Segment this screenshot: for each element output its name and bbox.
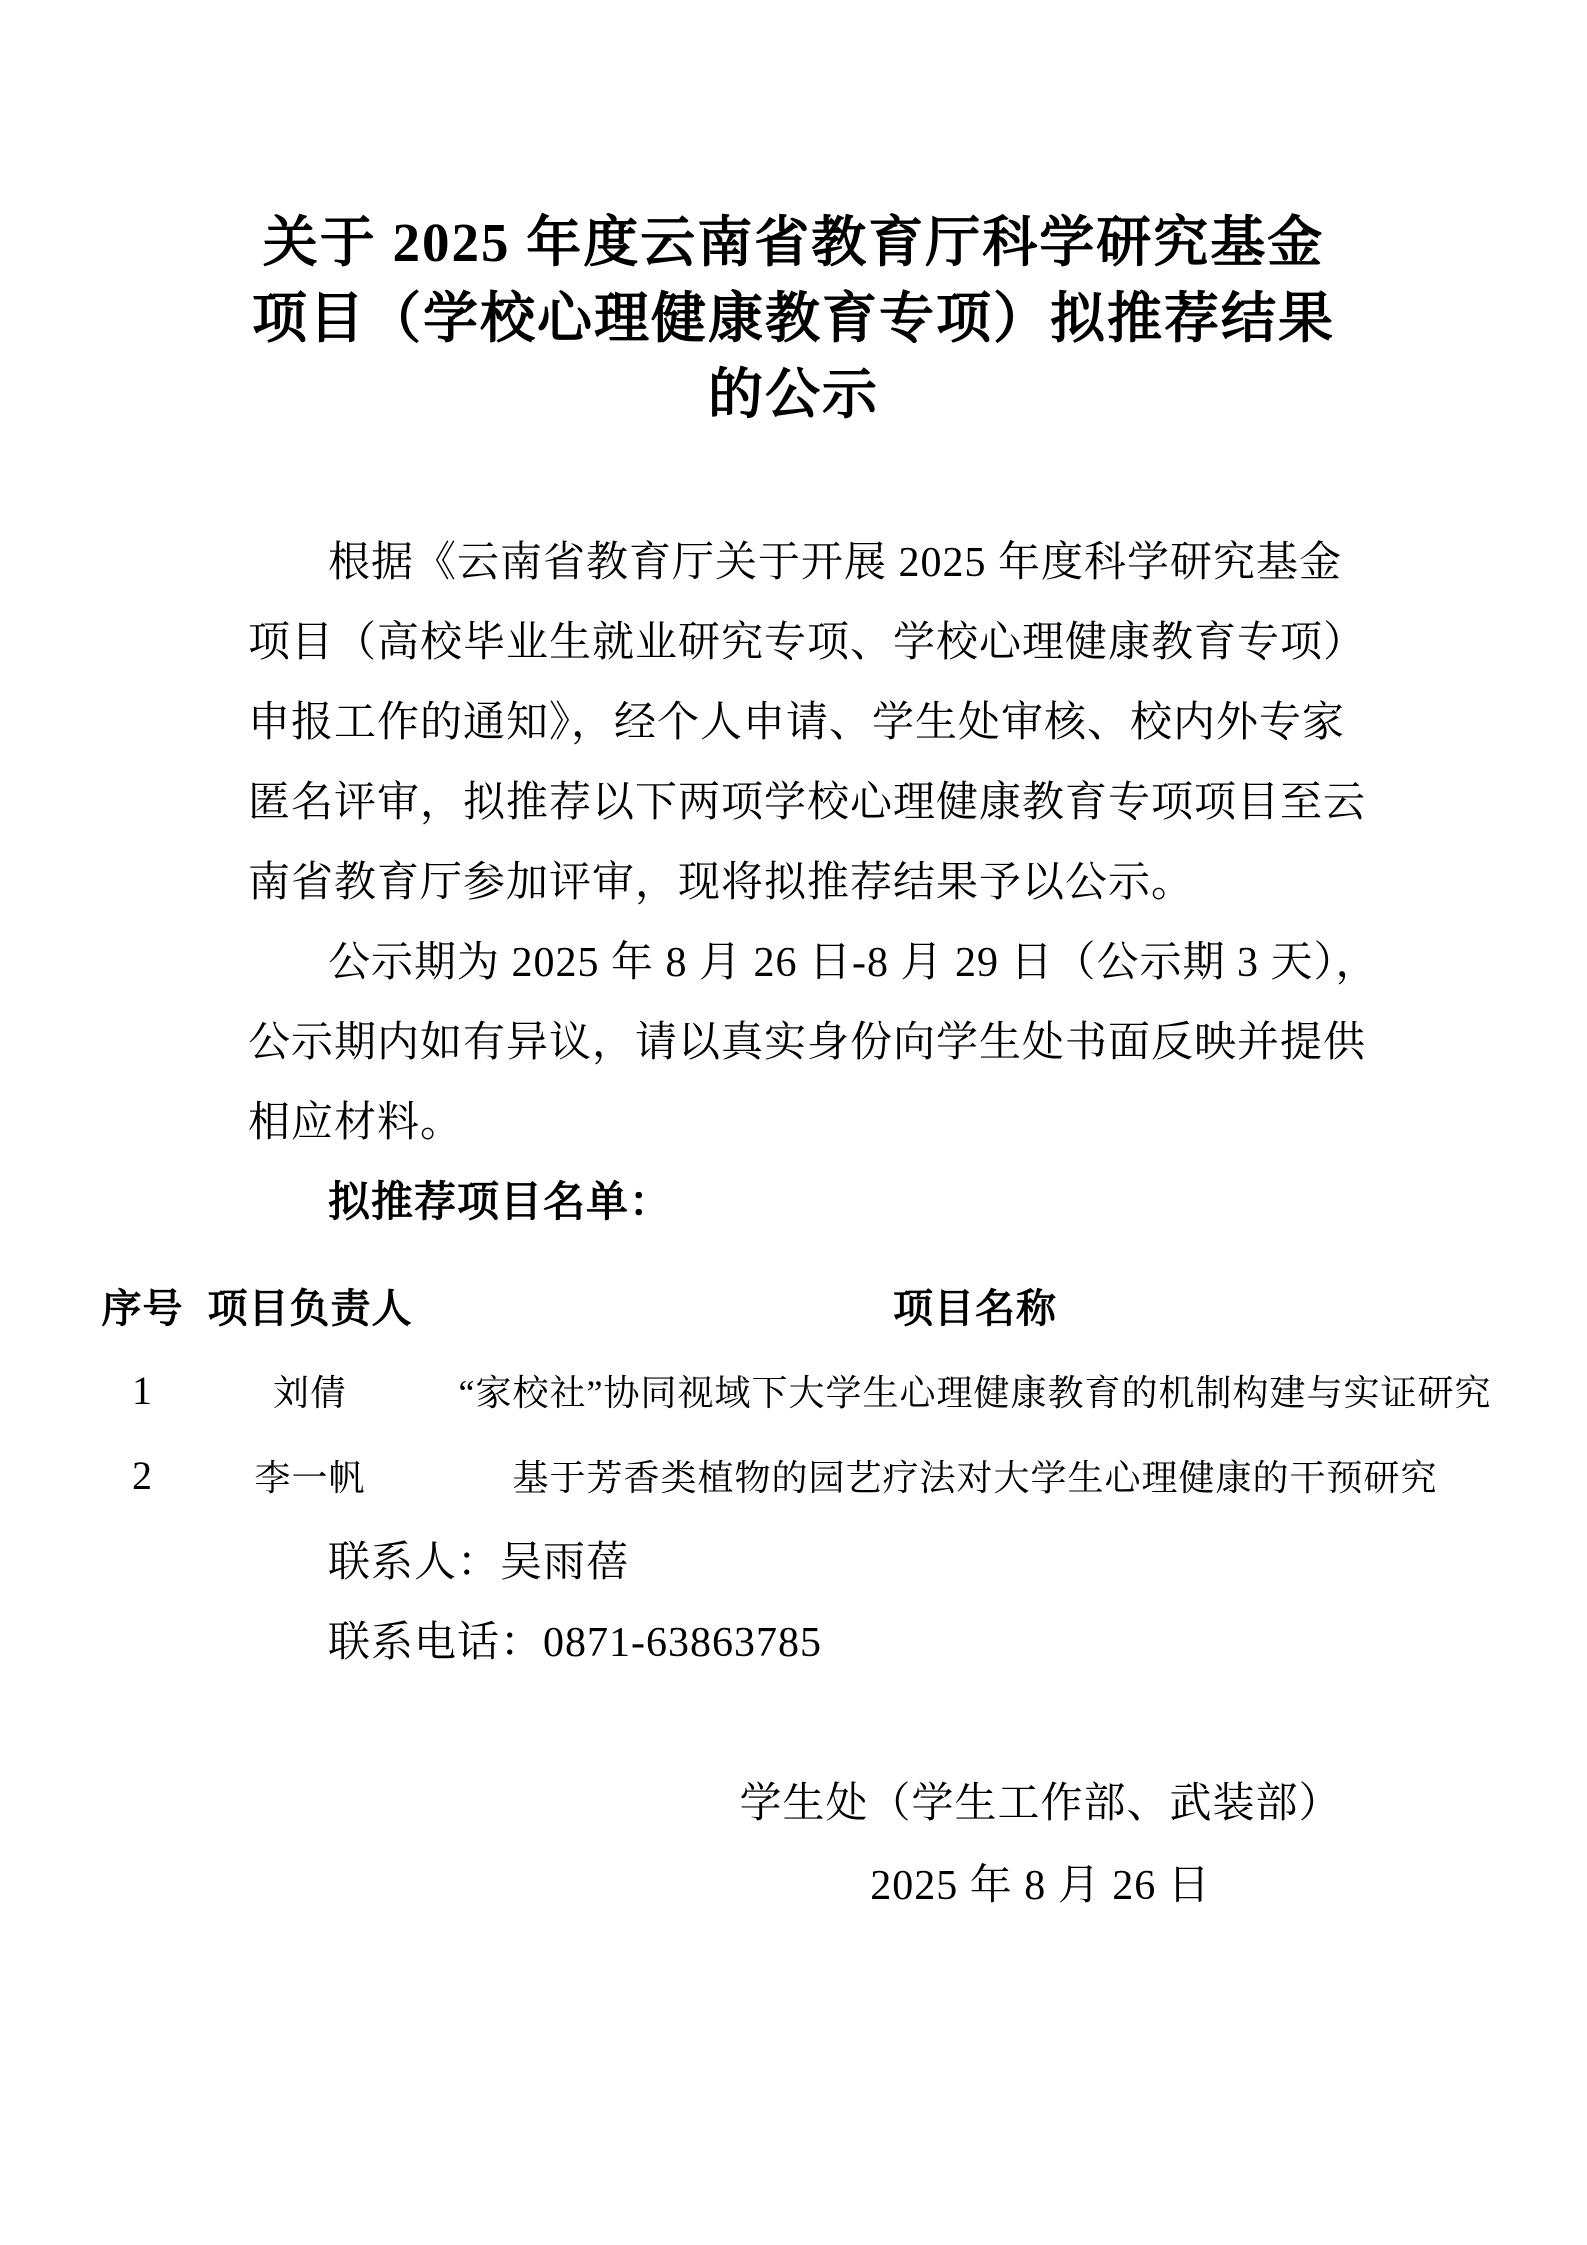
table-header-title: 项目名称 bbox=[893, 1286, 1057, 1331]
page-title-line: 的公示 bbox=[707, 364, 879, 425]
row-project-title: 基于芳香类植物的园艺疗法对大学生心理健康的干预研究 bbox=[512, 1458, 1438, 1498]
contact-person-line: 联系人：吴雨蓓 bbox=[328, 1540, 630, 1586]
paragraph-intro bbox=[248, 523, 1433, 923]
body-line: 相应材料。 bbox=[248, 1100, 464, 1146]
body-line: 公示期内如有异议，请以真实身份向学生处书面反映并提供 bbox=[248, 1020, 1367, 1066]
row-leader: 李一帆 bbox=[254, 1458, 366, 1498]
row-project-title: “家校社”协同视域下大学生心理健康教育的机制构建与实证研究 bbox=[458, 1373, 1492, 1413]
body-line: 申报工作的通知》，经个人申请、学生处审核、校内外专家 bbox=[248, 700, 1346, 746]
project-table bbox=[95, 1263, 1520, 1518]
body-line: 根据《云南省教育厅关于开展 2025 年度科学研究基金 bbox=[328, 540, 1343, 586]
table-row bbox=[95, 1433, 1520, 1518]
row-number: 1 bbox=[132, 1368, 153, 1413]
contact-phone-line: 联系电话：0871-63863785 bbox=[328, 1620, 822, 1666]
row-number: 2 bbox=[132, 1453, 153, 1498]
signature bbox=[0, 1763, 1587, 1927]
paragraph-publicity-period bbox=[248, 923, 1433, 1163]
body-line: 南省教育厅参加评审，现将拟推荐结果予以公示。 bbox=[248, 860, 1195, 906]
table-header-row bbox=[95, 1263, 1520, 1348]
table-row bbox=[95, 1348, 1520, 1433]
recommended-list-label-row bbox=[248, 1163, 1433, 1243]
body-line: 公示期为 2025 年 8 月 26 日-8 月 29 日（公示期 3 天）， bbox=[328, 940, 1379, 986]
signature-date: 2025 年 8 月 26 日 bbox=[870, 1863, 1211, 1909]
page-title-line: 关于 2025 年度云南省教育厅科学研究基金 bbox=[262, 212, 1325, 273]
signature-org: 学生处（学生工作部、武装部） bbox=[739, 1781, 1342, 1827]
table-header-no: 序号 bbox=[101, 1286, 184, 1331]
table-header-leader: 项目负责人 bbox=[207, 1286, 413, 1331]
contact-info bbox=[328, 1523, 1587, 1683]
page-title-line: 项目（学校心理健康教育专项）拟推荐结果 bbox=[251, 288, 1335, 349]
row-leader: 刘倩 bbox=[272, 1373, 347, 1413]
body-line: 项目（高校毕业生就业研究专项、学校心理健康教育专项） bbox=[248, 620, 1367, 666]
page-title bbox=[0, 205, 1587, 433]
recommended-list-label: 拟推荐项目名单： bbox=[328, 1180, 673, 1226]
body-line: 匿名评审，拟推荐以下两项学校心理健康教育专项项目至云 bbox=[248, 780, 1367, 826]
